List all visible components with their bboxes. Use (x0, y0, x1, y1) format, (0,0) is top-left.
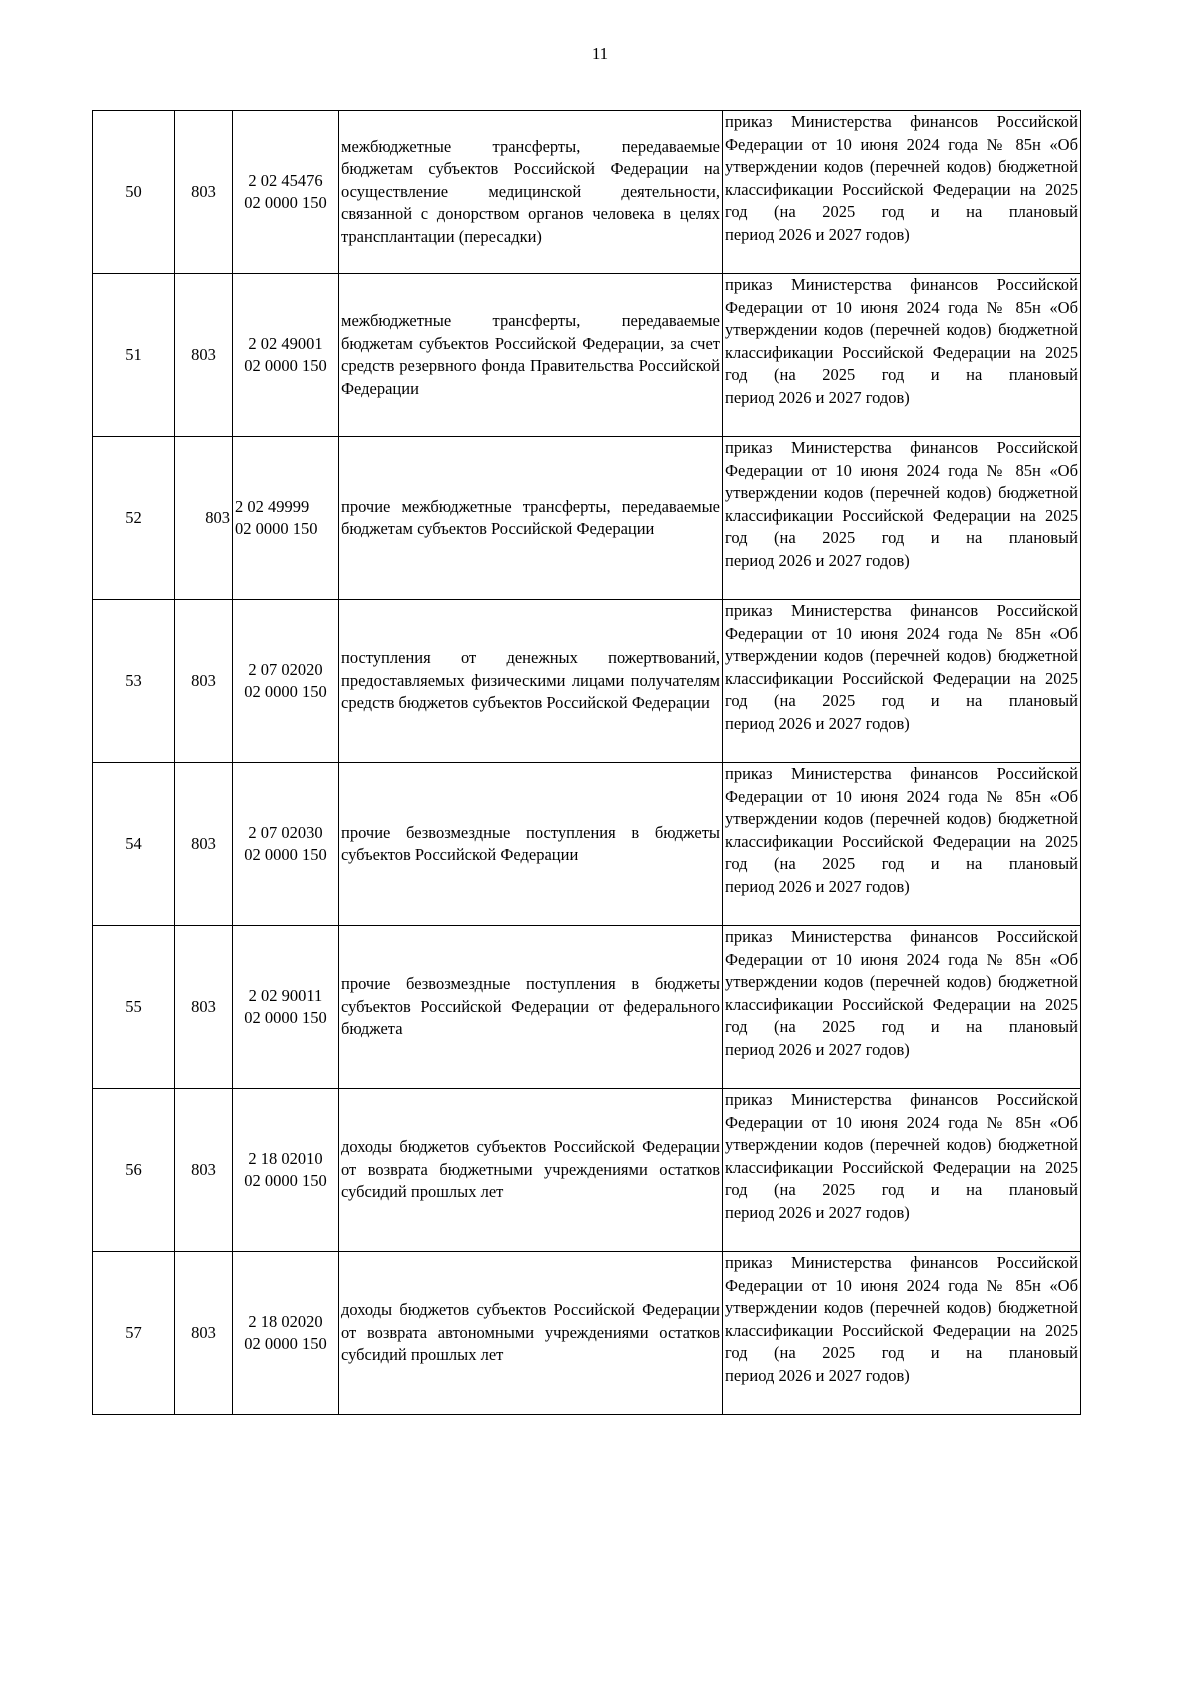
budget-code: 2 18 02010 02 0000 150 (233, 1089, 339, 1252)
table-row (93, 1252, 1081, 1415)
table-row (93, 437, 1081, 600)
table-row (93, 926, 1081, 1089)
page-number: 11 (591, 44, 609, 63)
legal-basis: приказ Министерства финансов Российской Федерации от 10 июня 2024 года № 85н «Об утверждении кодов (перечней кодов) бюджетной классификации Российской Федерации на 2025 год (на 2025 год и на плановый период 2026 и 2027 годов) (723, 1252, 1081, 1415)
row-number: 56 (93, 1089, 175, 1252)
admin-code: 803 (175, 763, 233, 926)
legal-basis: приказ Министерства финансов Российской Федерации от 10 июня 2024 года № 85н «Об утверждении кодов (перечней кодов) бюджетной классификации Российской Федерации на 2025 год (на 2025 год и на плановый период 2026 и 2027 годов) (723, 763, 1081, 926)
row-number: 51 (93, 274, 175, 437)
admin-code: 803 (175, 437, 233, 600)
revenue-codes-table (92, 110, 1081, 1415)
revenue-description: межбюджетные трансферты, передаваемые бюджетам субъектов Российской Федерации на осуществление медицинской деятельности, связанной с донорством органов человека в целях трансплантации (пересадки) (339, 111, 723, 274)
admin-code: 803 (175, 1252, 233, 1415)
admin-code: 803 (175, 600, 233, 763)
table-row (93, 111, 1081, 274)
revenue-description: доходы бюджетов субъектов Российской Федерации от возврата автономными учреждениями остатков субсидий прошлых лет (339, 1252, 723, 1415)
row-number: 50 (93, 111, 175, 274)
table-row (93, 1089, 1081, 1252)
table-row (93, 600, 1081, 763)
legal-basis: приказ Министерства финансов Российской Федерации от 10 июня 2024 года № 85н «Об утверждении кодов (перечней кодов) бюджетной классификации Российской Федерации на 2025 год (на 2025 год и на плановый период 2026 и 2027 годов) (723, 274, 1081, 437)
row-number: 53 (93, 600, 175, 763)
revenue-description: прочие безвозмездные поступления в бюджеты субъектов Российской Федерации от федерального бюджета (339, 926, 723, 1089)
budget-code: 2 02 45476 02 0000 150 (233, 111, 339, 274)
budget-code: 2 18 02020 02 0000 150 (233, 1252, 339, 1415)
row-number: 55 (93, 926, 175, 1089)
admin-code: 803 (175, 274, 233, 437)
legal-basis: приказ Министерства финансов Российской Федерации от 10 июня 2024 года № 85н «Об утверждении кодов (перечней кодов) бюджетной классификации Российской Федерации на 2025 год (на 2025 год и на плановый период 2026 и 2027 годов) (723, 111, 1081, 274)
budget-code: 2 07 02020 02 0000 150 (233, 600, 339, 763)
revenue-description: прочие безвозмездные поступления в бюджеты субъектов Российской Федерации (339, 763, 723, 926)
revenue-description: прочие межбюджетные трансферты, передаваемые бюджетам субъектов Российской Федерации (339, 437, 723, 600)
legal-basis: приказ Министерства финансов Российской Федерации от 10 июня 2024 года № 85н «Об утверждении кодов (перечней кодов) бюджетной классификации Российской Федерации на 2025 год (на 2025 год и на плановый период 2026 и 2027 годов) (723, 600, 1081, 763)
row-number: 54 (93, 763, 175, 926)
table-row (93, 274, 1081, 437)
legal-basis: приказ Министерства финансов Российской Федерации от 10 июня 2024 года № 85н «Об утверждении кодов (перечней кодов) бюджетной классификации Российской Федерации на 2025 год (на 2025 год и на плановый период 2026 и 2027 годов) (723, 926, 1081, 1089)
revenue-description: межбюджетные трансферты, передаваемые бюджетам субъектов Российской Федерации, за счет средств резервного фонда Правительства Российской Федерации (339, 274, 723, 437)
revenue-description: поступления от денежных пожертвований, предоставляемых физическими лицами получателям средств бюджетов субъектов Российской Федерации (339, 600, 723, 763)
table-row (93, 763, 1081, 926)
budget-code: 2 02 90011 02 0000 150 (233, 926, 339, 1089)
budget-code: 2 02 49001 02 0000 150 (233, 274, 339, 437)
legal-basis: приказ Министерства финансов Российской Федерации от 10 июня 2024 года № 85н «Об утверждении кодов (перечней кодов) бюджетной классификации Российской Федерации на 2025 год (на 2025 год и на плановый период 2026 и 2027 годов) (723, 437, 1081, 600)
revenue-description: доходы бюджетов субъектов Российской Федерации от возврата бюджетными учреждениями остатков субсидий прошлых лет (339, 1089, 723, 1252)
legal-basis: приказ Министерства финансов Российской Федерации от 10 июня 2024 года № 85н «Об утверждении кодов (перечней кодов) бюджетной классификации Российской Федерации на 2025 год (на 2025 год и на плановый период 2026 и 2027 годов) (723, 1089, 1081, 1252)
admin-code: 803 (175, 111, 233, 274)
budget-code: 2 02 49999 02 0000 150 (233, 437, 339, 600)
budget-code: 2 07 02030 02 0000 150 (233, 763, 339, 926)
admin-code: 803 (175, 926, 233, 1089)
row-number: 57 (93, 1252, 175, 1415)
row-number: 52 (93, 437, 175, 600)
admin-code: 803 (175, 1089, 233, 1252)
